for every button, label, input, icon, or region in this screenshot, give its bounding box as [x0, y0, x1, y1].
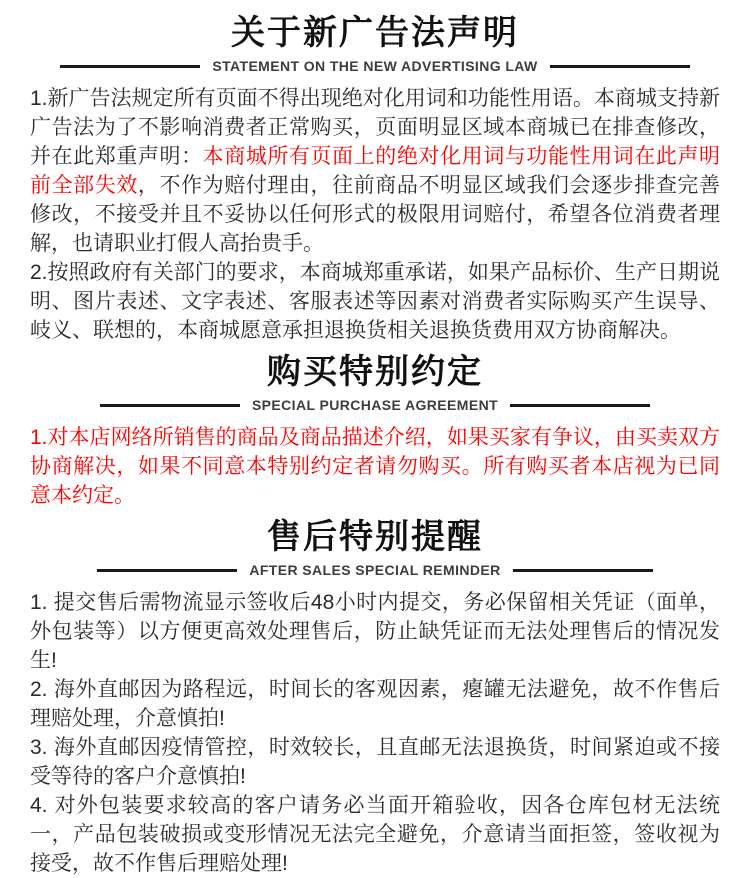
- aftersales-item: 3. 海外直邮因疫情管控，时效较长，且直邮无法退换货，时间紧迫或不接受等待的客户介意慎拍!: [30, 736, 720, 788]
- divider-line-left: [97, 569, 237, 572]
- purchase-paragraph: 1.对本店网络所销售的商品及商品描述介绍，如果买家有争议，由买卖双方协商解决，如果不同意本特别约定者请勿购买。所有购买者本店视为已同意本约定。: [30, 426, 720, 507]
- statement-p1-black-tail: ，不作为赔付理由，往前商品不明显区域我们会逐步排查完善修改，不接受并且不妥协以任何形式的极限用词赔付，希望各位消费者理解，也请职业打假人高抬贵手。: [30, 174, 721, 255]
- aftersales-title: 售后特别提醒: [267, 518, 483, 556]
- statement-paragraph-2: 2.按照政府有关部门的要求，本商城郑重承诺，如果产品标价、生产日期说明、图片表述、文字表述、客服表述等因素对消费者实际购买产生误导、岐义、联想的，本商城愿意承担退换货相关退换货费用双方协商解决。: [30, 261, 720, 342]
- section-purchase-header: [30, 351, 720, 423]
- aftersales-item: 4. 对外包装要求较高的客户请务必当面开箱验收，因各仓库包材无法统一，产品包装破损或变形情况无法完全避免，介意请当面拒签，签收视为接受，故不作售后理赔处理!: [30, 794, 720, 875]
- aftersales-subtitle: AFTER SALES SPECIAL REMINDER: [249, 562, 501, 578]
- purchase-subtitle-row: [100, 397, 650, 413]
- statement-p1-black-lead: 1.新广告法规定所有页面不得出现绝对化用词和功能性用语。本商城支持新广告法为了不影响消费者正常购买，页面明显区域本商城已在排查修改，并在此郑重声明：: [30, 87, 720, 168]
- aftersales-item: 2. 海外直邮因为路程远，时间长的客观因素，瘪罐无法避免，故不作售后理赔处理，介意慎拍!: [30, 678, 720, 730]
- statement-title: 关于新广告法声明: [231, 14, 519, 52]
- section-statement-header: [30, 12, 720, 84]
- divider-line-right: [513, 569, 653, 572]
- aftersales-subtitle-row: [97, 562, 652, 578]
- aftersales-list: [30, 588, 720, 878]
- statement-paragraph-1: [30, 84, 720, 258]
- statement-p1-red-clause: 本商城所有页面上的绝对化用词与功能性用词在此声明前全部失效: [30, 145, 721, 197]
- statement-subtitle: STATEMENT ON THE NEW ADVERTISING LAW: [212, 58, 538, 74]
- purchase-title: 购买特别约定: [267, 353, 483, 391]
- aftersales-item: 1. 提交售后需物流显示签收后48小时内提交，务必保留相关凭证（面单，外包装等）以方便更高效处理售后，防止缺凭证而无法处理售后的情况发生!: [30, 591, 720, 672]
- divider-line-right: [550, 65, 690, 68]
- purchase-subtitle: SPECIAL PURCHASE AGREEMENT: [251, 397, 499, 413]
- section-aftersales-header: [30, 516, 720, 588]
- divider-line-right: [510, 404, 650, 407]
- statement-subtitle-row: [60, 58, 689, 74]
- divider-line-left: [60, 65, 200, 68]
- divider-line-left: [100, 404, 240, 407]
